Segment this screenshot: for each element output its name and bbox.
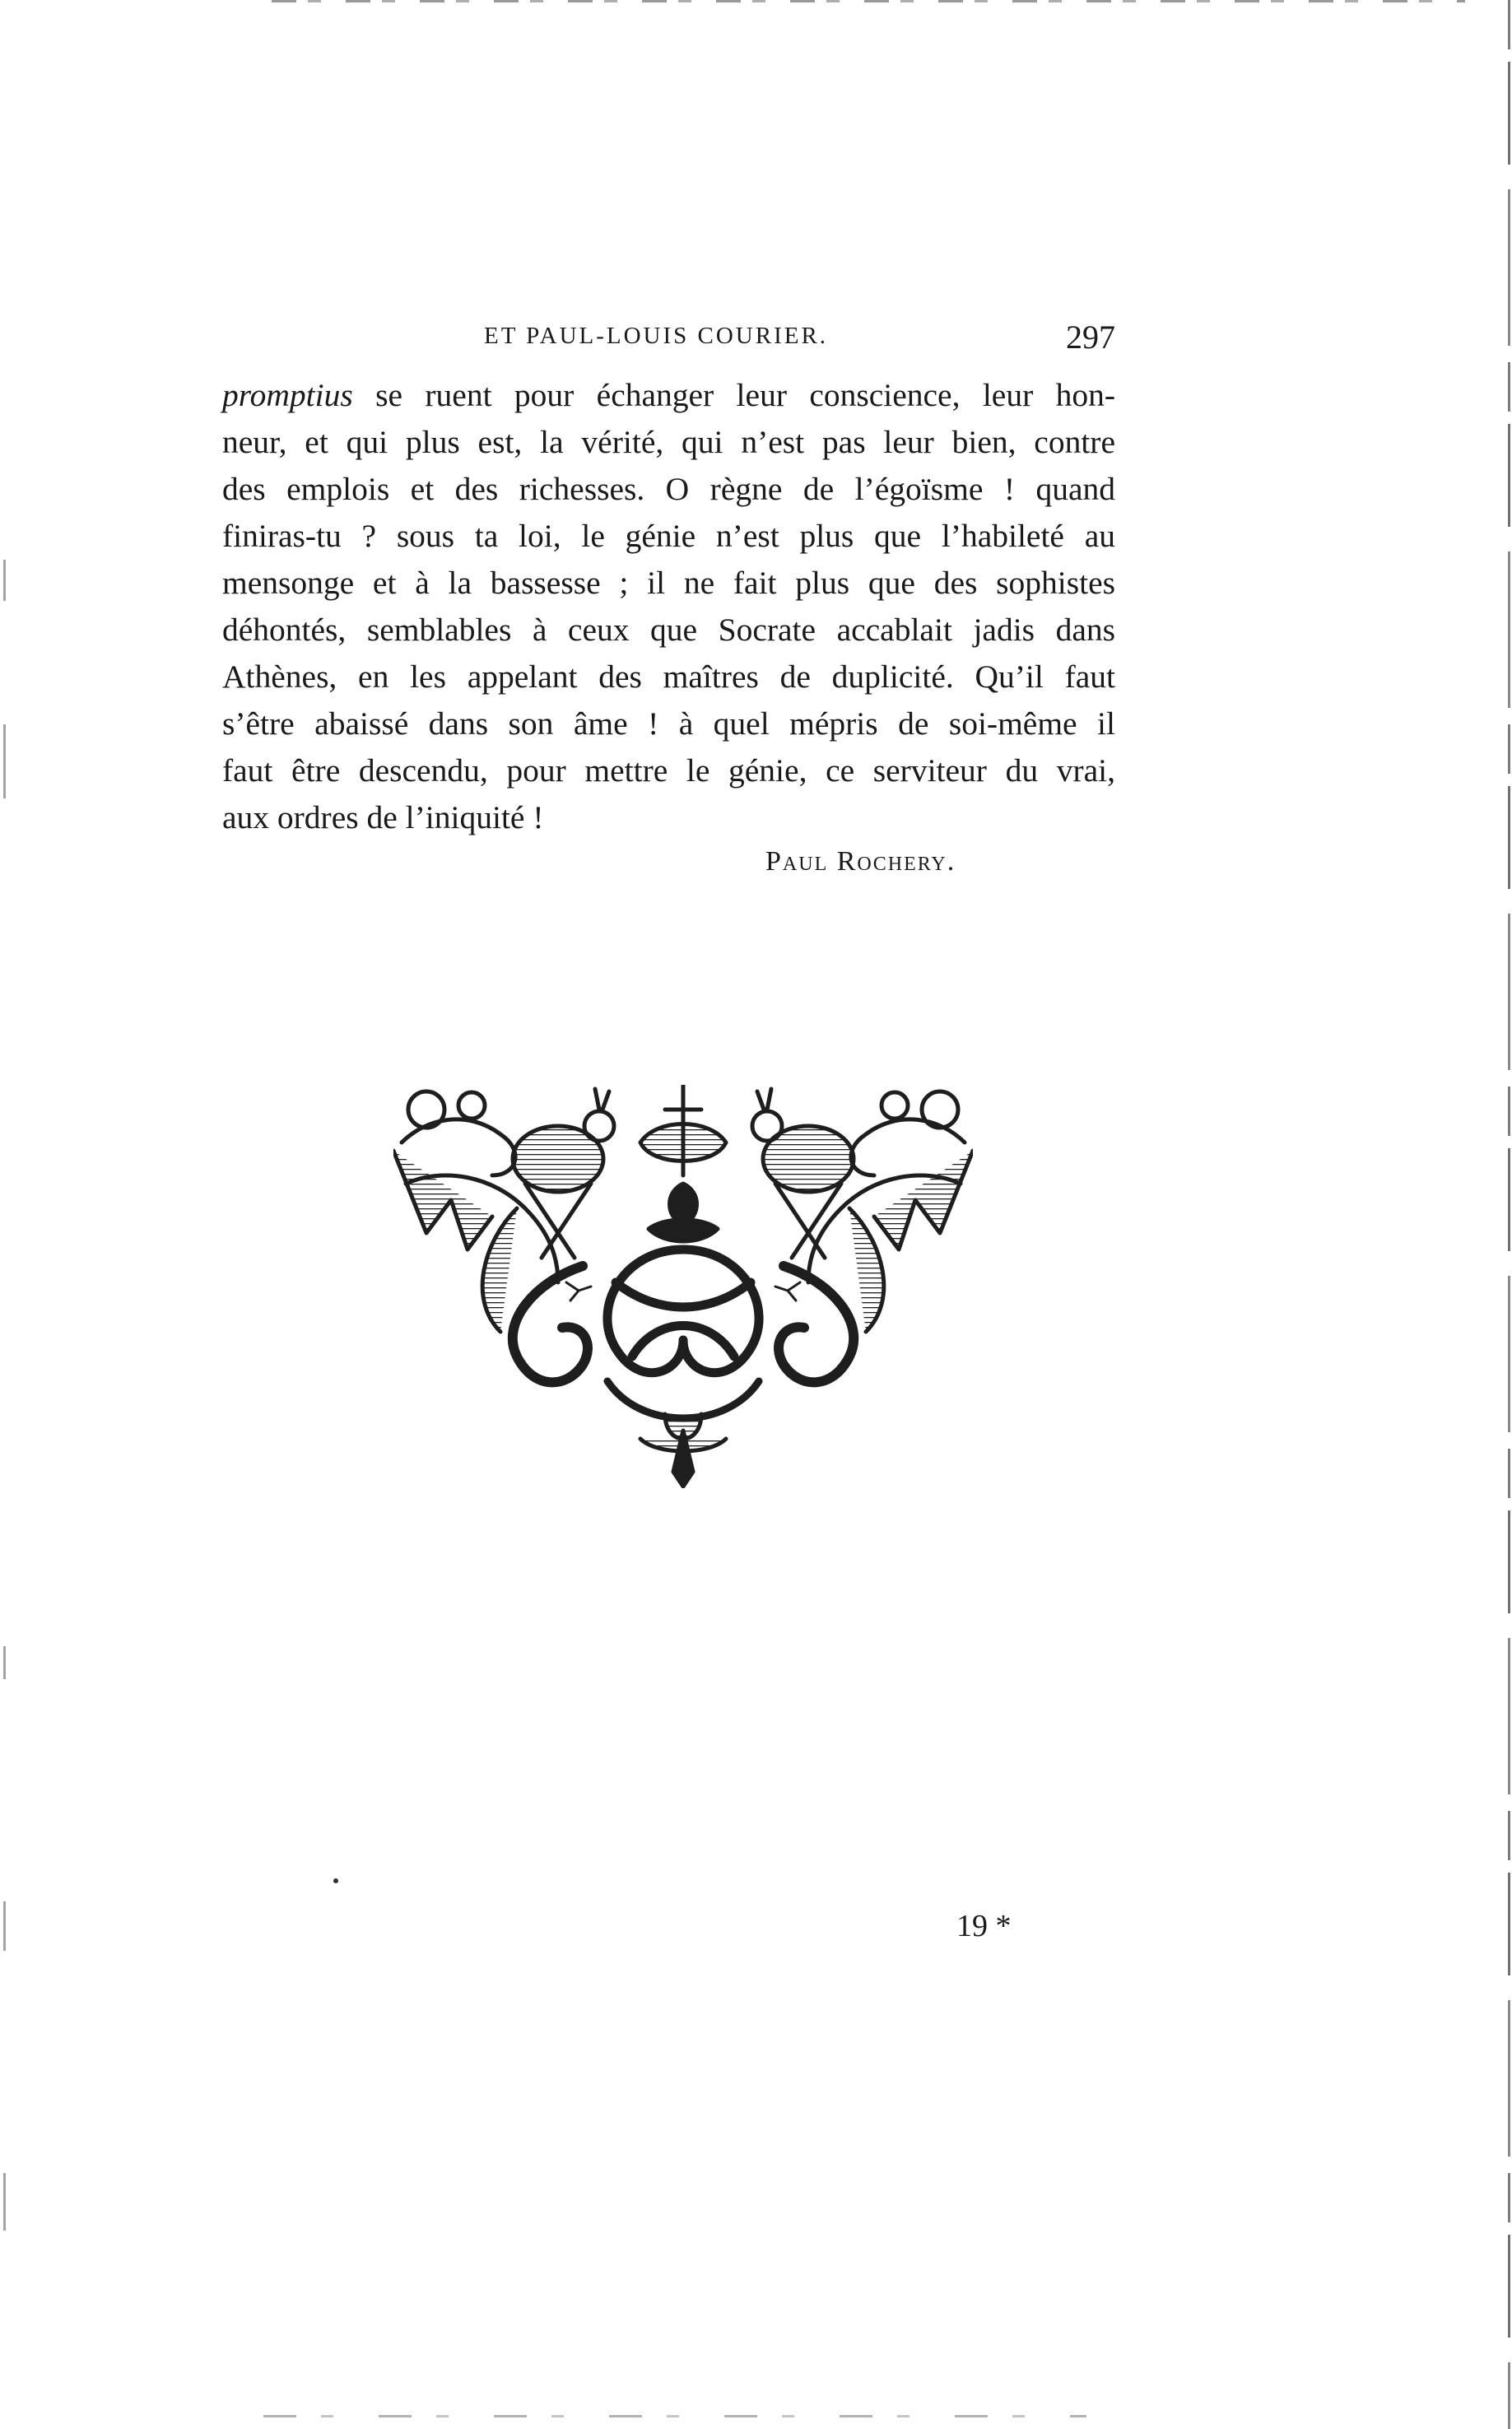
running-title: ET PAUL-LOUIS COURIER. [484,323,829,349]
text-line: faut être descendu, pour mettre le génie, ce serviteur du vrai, [222,752,1115,789]
text-line: neur, et qui plus est, la vérité, qui n’est pas leur bien, contre [222,424,1115,460]
text-line: finiras-tu ? sous ta loi, le génie n’est plus que l’habileté au [222,518,1115,554]
running-head [222,319,1115,364]
scan-mark [3,724,6,798]
text-line: s’être abaissé dans son âme ! à quel mépris de soi-même il [222,705,1115,742]
scan-mark [3,1646,6,1679]
scan-edge-right [1508,0,1510,2429]
text-line: Athènes, en les appelant des maîtres de duplicité. Qu’il faut [222,658,1115,695]
text-line [222,372,1115,419]
scan-edge-top [272,0,1465,2]
scan-mark [3,2173,6,2231]
scan-mark [3,1901,6,1951]
scan-edge-bottom [263,2415,1086,2417]
vignette-drawing [393,1085,973,1487]
scan-mark [3,560,6,601]
author-signature: Paul Rochery. [765,846,956,877]
signature-mark: 19 * [956,1909,1012,1943]
text-line: des emplois et des richesses. O règne de l’égoïsme ! quand [222,471,1115,507]
ink-speck [333,1878,338,1883]
italic-word: promptius [222,377,353,413]
text-line: déhontés, semblables à ceux que Socrate accablait jadis dans [222,612,1115,648]
text-line: mensonge et à la bassesse ; il ne fait plus que des sophistes [222,565,1115,601]
text-line: aux ordres de l’iniquité ! [222,799,544,835]
page-number: 297 [1066,319,1115,356]
body-paragraph [222,372,1115,841]
text-fragment: se ruent pour échanger leur conscience, leur hon- [352,377,1115,413]
decorative-vignette-icon [393,1085,973,1488]
